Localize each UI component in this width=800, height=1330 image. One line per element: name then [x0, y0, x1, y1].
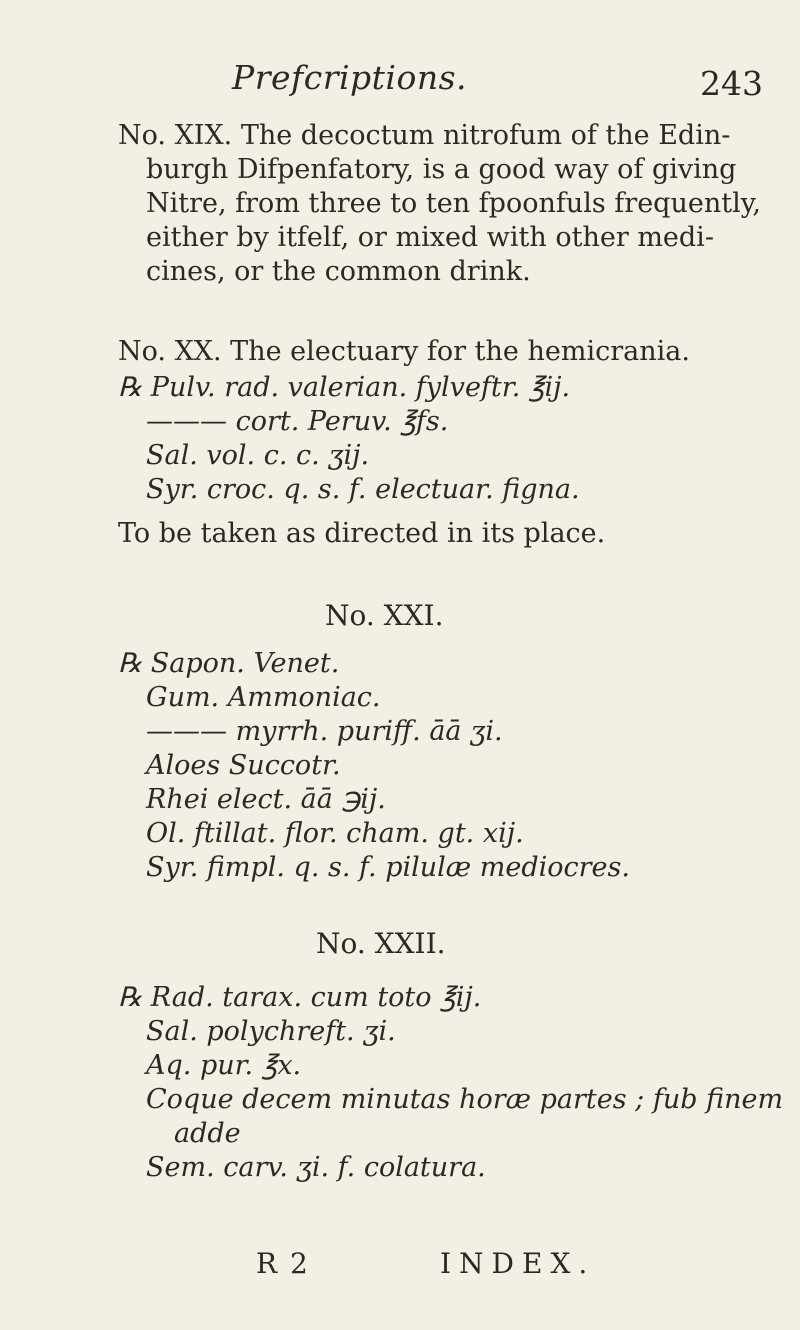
text-line: cines, or the common drink.: [146, 256, 531, 287]
recipe-line: Syr. croc. q. s. f. electuar. figna.: [146, 474, 580, 505]
text-line: either by itfelf, or mixed with other medi-: [146, 222, 714, 253]
page-number: 243: [700, 64, 763, 103]
text-line: No. XIX. The decoctum nitrofum of the Edin-: [118, 120, 731, 151]
section-heading: No. XXII.: [316, 927, 446, 960]
recipe-line: ℞ Rad. tarax. cum toto ℥ij.: [118, 982, 482, 1013]
section-heading: No. XX. The electuary for the hemicrania.: [118, 336, 690, 367]
recipe-line: Rhei elect. āā ℈ij.: [146, 784, 386, 815]
recipe-line: Sal. vol. c. c. ʒij.: [146, 440, 370, 471]
recipe-line: Sal. polychreft. ʒi.: [146, 1016, 396, 1047]
recipe-line: Aq. pur. ℥x.: [146, 1050, 302, 1081]
recipe-line: Gum. Ammoniac.: [146, 682, 381, 713]
recipe-line: adde: [174, 1118, 241, 1149]
text-line: Nitre, from three to ten fpoonfuls frequently,: [146, 188, 761, 219]
recipe-line: ——— cort. Peruv. ℥fs.: [146, 406, 449, 437]
recipe-line: Sem. carv. ʒi. f. colatura.: [146, 1152, 486, 1183]
instruction-line: To be taken as directed in its place.: [118, 518, 606, 549]
text-line: burgh Difpenfatory, is a good way of giving: [146, 154, 737, 185]
catchword: INDEX.: [440, 1247, 596, 1280]
recipe-line: Ol. ftillat. flor. cham. gt. xij.: [146, 818, 524, 849]
recipe-line: ——— myrrh. puriff. āā ʒi.: [146, 716, 503, 747]
recipe-line: Aloes Succotr.: [146, 750, 341, 781]
recipe-line: ℞ Pulv. rad. valerian. fylveftr. ℥ij.: [118, 372, 571, 403]
running-title: Prefcriptions.: [232, 58, 468, 97]
section-heading: No. XXI.: [325, 599, 444, 632]
recipe-line: ℞ Sapon. Venet.: [118, 648, 340, 679]
recipe-line: Coque decem minutas horæ partes ; fub finem: [146, 1084, 784, 1115]
recipe-line: Syr. fimpl. q. s. f. pilulæ mediocres.: [146, 852, 630, 883]
signature-mark: R 2: [256, 1247, 310, 1280]
